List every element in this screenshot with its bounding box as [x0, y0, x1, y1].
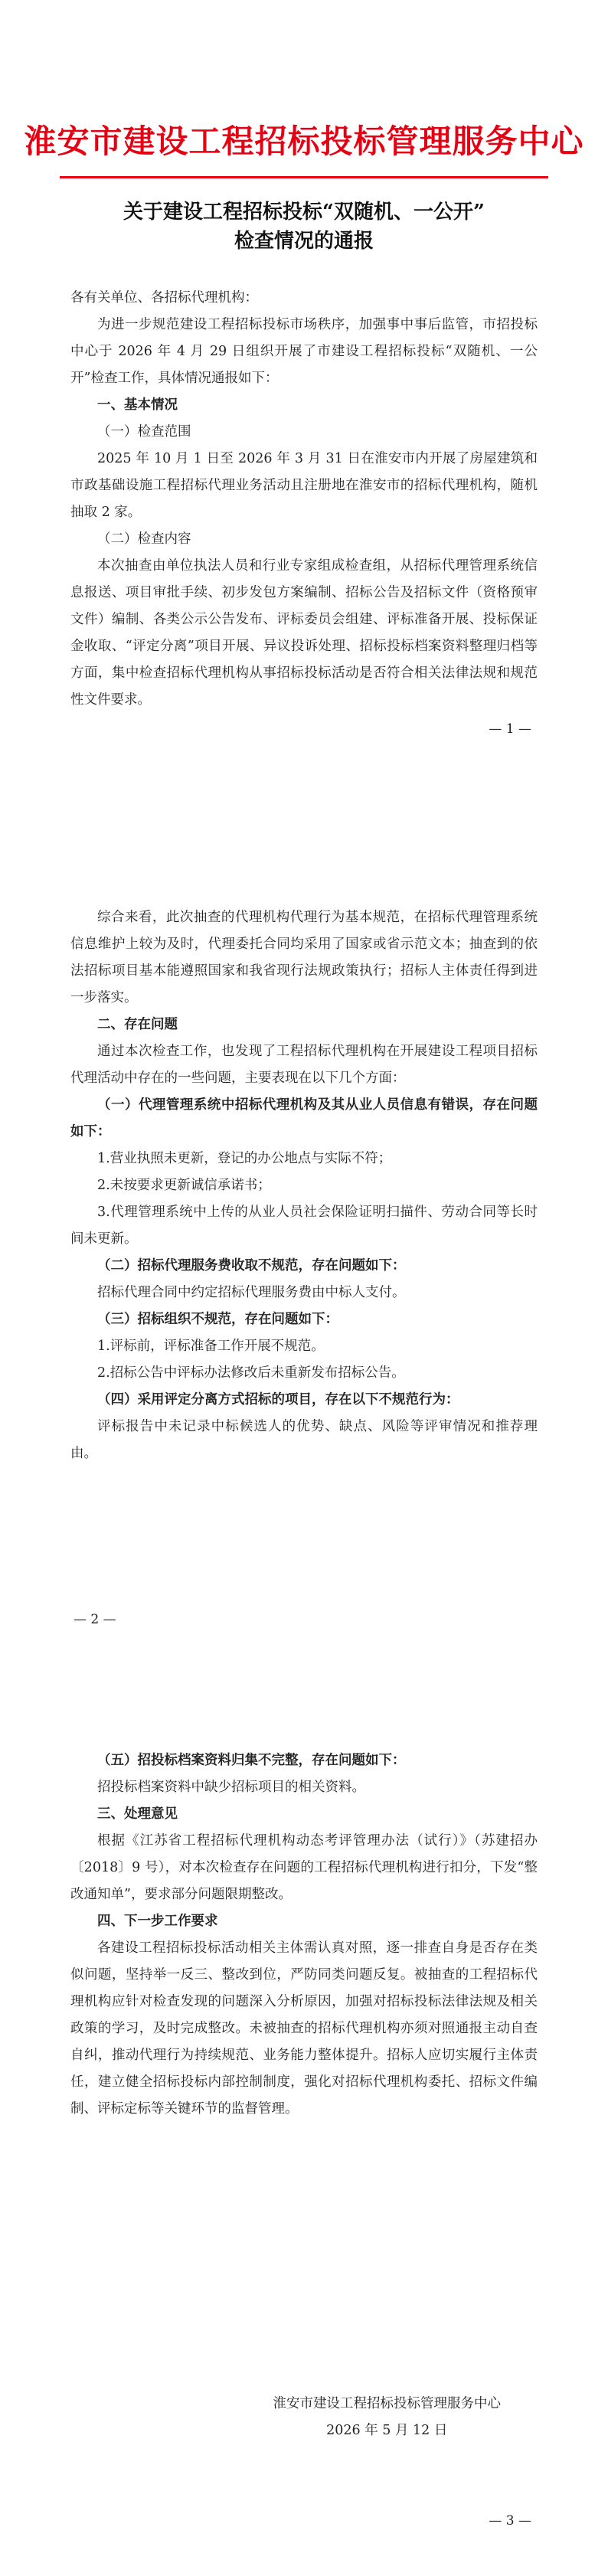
section-3-text: 根据《江苏省工程招标代理机构动态考评管理办法（试行）》（苏建招办〔2018〕9 号），对本次检查存在问题的工程招标代理机构进行扣分，下发“整改通知单”，要求部分问题限期整改。 — [70, 1833, 538, 1902]
section-2-3-heading: （三）招标组织不规范，存在问题如下： — [97, 1312, 338, 1327]
page-number-2: — 2 — — [74, 1612, 116, 1627]
page-3-content — [70, 1747, 538, 2123]
page-1-content — [70, 285, 538, 714]
section-2-4-heading: （四）采用评定分离方式招标的项目，存在以下不规范行为： — [97, 1392, 459, 1407]
section-2-1-heading: （一）代理管理系统中招标代理机构及其从业人员信息有错误，存在问题如下： — [70, 1097, 538, 1139]
signature-block — [273, 2391, 502, 2444]
section-2-1-item-3: 3.代理管理系统中上传的从业人员社会保险证明扫描件、劳动合同等长时间未更新。 — [70, 1205, 538, 1247]
section-2-heading: 二、存在问题 — [97, 1017, 178, 1032]
section-3-heading: 三、处理意见 — [97, 1806, 178, 1822]
section-2-2-item-1: 招标代理合同中约定招标代理服务费由中标人支付。 — [97, 1285, 406, 1300]
page-number-1: — 1 — — [489, 721, 531, 737]
section-2-1-item-1: 1.营业执照未更新，登记的办公地点与实际不符； — [97, 1151, 392, 1166]
document-title — [77, 198, 531, 256]
section-2-intro: 通过本次检查工作，也发现了工程招标代理机构在开展建设工程项目招标代理活动中存在的一些问题，主要表现在以下几个方面： — [70, 1044, 538, 1086]
section-1-summary: 综合来看，此次抽查的代理机构代理行为基本规范，在招标代理管理系统信息维护上较为及时，代理委托合同均采用了国家或省示范文本；抽查到的依法招标项目基本能遵照国家和我省现行法规政策执行；招标人主体责任得到进一步落实。 — [70, 910, 538, 1005]
page-2 — [0, 858, 608, 1717]
header-red-divider — [60, 176, 548, 178]
signature-date: 2026 年 5 月 12 日 — [326, 2423, 448, 2438]
section-2-5-heading: （五）招投标档案资料归集不完整，存在问题如下： — [97, 1753, 406, 1768]
section-2-5-text: 招投标档案资料中缺少招标项目的相关资料。 — [97, 1780, 365, 1795]
section-4-heading: 四、下一步工作要求 — [97, 1914, 218, 1929]
section-1-2-text-part1: 本次抽查由单位执法人员和行业专家组成检查组，从招标代理管理系统信息报送、项目审批手续、初步发包方案编制、招标公告及招标文件（资格预审文件）编制、各类公示公告发布、评标委员会组建、评标准备开展、投标保证金收取、“评定分离”项目开展、异议投诉处理、招标投标档案资料整理归档等方面，集中检查招标代理机构从事招标投标活动是否符合相关法律法规和规范性文件要求。 — [70, 558, 538, 708]
header-org-name: 淮安市建设工程招标投标管理服务中心 — [24, 123, 584, 160]
section-2-4-text: 评标报告中未记录中标候选人的优势、缺点、风险等评审情况和推荐理由。 — [70, 1419, 538, 1461]
salutation: 各有关单位、各招标代理机构： — [70, 290, 258, 306]
page-1 — [0, 0, 608, 858]
title-line-2: 检查情况的通报 — [234, 230, 374, 253]
section-2-1-item-2: 2.未按要求更新诚信承诺书； — [97, 1178, 271, 1193]
signature-org: 淮安市建设工程招标投标管理服务中心 — [273, 2396, 501, 2411]
page-3 — [0, 1717, 608, 2576]
section-1-heading: 一、基本情况 — [97, 397, 178, 413]
section-1-1-heading: （一）检查范围 — [97, 424, 191, 440]
intro-paragraph: 为进一步规范建设工程招标投标市场秩序，加强事中事后监管，市招投标中心于 2026 年 4 月 29 日组织开展了市建设工程招标投标“双随机、一公开”检查工作，具体情况通报如下： — [70, 317, 538, 386]
page-2-content — [70, 904, 538, 1467]
section-1-2-heading: （二）检查内容 — [97, 531, 191, 547]
title-line-1: 关于建设工程招标投标“双随机、一公开” — [123, 201, 485, 224]
page-number-3: — 3 — — [489, 2513, 531, 2529]
section-4-text: 各建设工程招标投标活动相关主体需认真对照，逐一排查自身是否存在类似问题，坚持举一反三、整改到位，严防同类问题反复。被抽查的工程招标代理机构应针对检查发现的问题深入分析原因，加强对招标投标法律法规及相关政策的学习，及时完成整改。未被抽查的招标代理机构亦须对照通报主动自查自纠，推动代理行为持续规范、业务能力整体提升。招标人应切实履行主体责任，建立健全招标投标内部控制制度，强化对招标代理机构委托、招标文件编制、评标定标等关键环节的监督管理。 — [70, 1940, 538, 2117]
section-2-3-item-1: 1.评标前，评标准备工作开展不规范。 — [97, 1339, 325, 1354]
section-1-1-text: 2025 年 10 月 1 日至 2026 年 3 月 31 日在淮安市内开展了房屋建筑和市政基础设施工程招标代理业务活动且注册地在淮安市的招标代理机构，随机抽取 2 家。 — [70, 451, 538, 520]
section-2-2-heading: （二）招标代理服务费收取不规范，存在问题如下： — [97, 1258, 406, 1273]
section-2-3-item-2: 2.招标公告中评标办法修改后未重新发布招标公告。 — [97, 1365, 405, 1381]
